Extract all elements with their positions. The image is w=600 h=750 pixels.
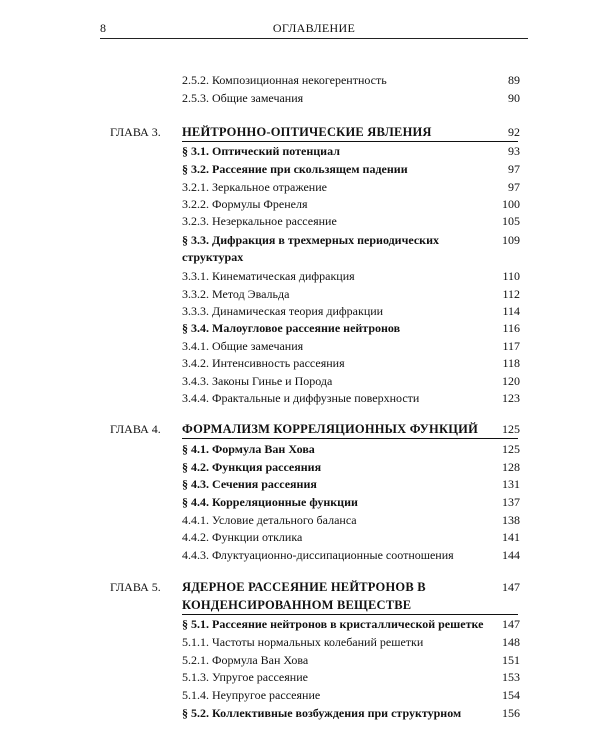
toc-page-3-2-2: 100	[502, 197, 520, 211]
chapter-3-label: ГЛАВА 3.	[110, 125, 161, 139]
toc-page-3-3-2: 112	[502, 287, 520, 301]
toc-entry-3-3-cont: структурах	[182, 250, 244, 264]
chapter-5-page: 147	[502, 580, 520, 594]
toc-page-2-5-2: 89	[508, 73, 520, 87]
toc-entry-4-4: § 4.4. Корреляционные функции	[182, 495, 358, 509]
toc-page-3-4-4: 123	[502, 391, 520, 405]
toc-page-4-4-3: 144	[502, 548, 520, 562]
toc-page-5-1-4: 154	[502, 688, 520, 702]
toc-page-3-2: 97	[508, 162, 520, 176]
chapter-3-page: 92	[508, 125, 520, 139]
toc-page-5-2: 156	[502, 706, 520, 720]
chapter-5-rule	[182, 614, 518, 615]
chapter-5-label: ГЛАВА 5.	[110, 580, 161, 594]
toc-entry-4-4-1: 4.4.1. Условие детального баланса	[182, 513, 357, 527]
toc-page-3-4: 116	[502, 321, 520, 335]
toc-page-3-4-1: 117	[502, 339, 520, 353]
toc-entry-3-4-1: 3.4.1. Общие замечания	[182, 339, 304, 353]
toc-page-4-4-2: 141	[502, 530, 520, 544]
toc-entry-5-1-4: 5.1.4. Неупругое рассеяние	[182, 688, 321, 702]
toc-entry-4-1: § 4.1. Формула Ван Хова	[182, 442, 315, 456]
toc-page-5-1-3: 153	[502, 670, 520, 684]
chapter-4-page: 125	[502, 422, 520, 436]
chapter-5-title-cont: КОНДЕНСИРОВАННОМ ВЕЩЕСТВЕ	[182, 598, 412, 612]
toc-entry-3-2-2: 3.2.2. Формулы Френеля	[182, 197, 308, 211]
page-number: 8	[100, 21, 106, 35]
chapter-4-label: ГЛАВА 4.	[110, 422, 161, 436]
toc-entry-3-1: § 3.1. Оптический потенциал	[182, 144, 340, 158]
chapter-4-title: ФОРМАЛИЗМ КОРРЕЛЯЦИОННЫХ ФУНКЦИЙ	[182, 422, 479, 436]
toc-page-3-3-3: 114	[502, 304, 520, 318]
running-title: ОГЛАВЛЕНИЕ	[272, 21, 356, 35]
toc-page-3-1: 93	[508, 144, 520, 158]
chapter-5-title: ЯДЕРНОЕ РАССЕЯНИЕ НЕЙТРОНОВ В	[182, 580, 426, 594]
toc-entry-4-3: § 4.3. Сечения рассеяния	[182, 477, 317, 491]
chapter-3-rule	[182, 141, 518, 142]
toc-entry-2-5-3: 2.5.3. Общие замечания	[182, 91, 304, 105]
toc-page-5-1: 147	[502, 617, 520, 631]
toc-page-3-2-3: 105	[502, 214, 520, 228]
toc-page-3-4-2: 118	[502, 356, 520, 370]
toc-entry-5-2-1: 5.2.1. Формула Ван Хова	[182, 653, 309, 667]
chapter-3-title: НЕЙТРОННО-ОПТИЧЕСКИЕ ЯВЛЕНИЯ	[182, 125, 432, 139]
toc-entry-3-3-3: 3.3.3. Динамическая теория дифракции	[182, 304, 384, 318]
toc-page-3-4-3: 120	[502, 374, 520, 388]
toc-entry-4-2: § 4.2. Функция рассеяния	[182, 460, 322, 474]
toc-entry-3-4-2: 3.4.2. Интенсивность рассеяния	[182, 356, 345, 370]
toc-entry-3-2: § 3.2. Рассеяние при скользящем падении	[182, 162, 408, 176]
toc-page-4-1: 125	[502, 442, 520, 456]
toc-entry-3-4: § 3.4. Малоугловое рассеяние нейтронов	[182, 321, 401, 335]
toc-page-4-3: 131	[502, 477, 520, 491]
toc-entry-3-3: § 3.3. Дифракция в трехмерных периодических	[182, 233, 439, 247]
toc-page-4-4-1: 138	[502, 513, 520, 527]
toc-entry-2-5-2: 2.5.2. Композиционная некогерентность	[182, 73, 387, 87]
toc-page-2-5-3: 90	[508, 91, 520, 105]
toc-entry-3-2-3: 3.2.3. Незеркальное рассеяние	[182, 214, 337, 228]
toc-page-4-2: 128	[502, 460, 520, 474]
toc-entry-5-1: § 5.1. Рассеяние нейтронов в кристаллической решетке	[182, 617, 484, 631]
toc-entry-4-4-2: 4.4.2. Функции отклика	[182, 530, 303, 544]
toc-entry-3-4-4: 3.4.4. Фрактальные и диффузные поверхности	[182, 391, 420, 405]
toc-page-3-3: 109	[502, 233, 520, 247]
toc-page-3-3-1: 110	[502, 269, 520, 283]
chapter-4-rule	[182, 438, 518, 439]
toc-entry-3-3-1: 3.3.1. Кинематическая дифракция	[182, 269, 355, 283]
toc-entry-3-2-1: 3.2.1. Зеркальное отражение	[182, 180, 327, 194]
toc-entry-3-3-2: 3.3.2. Метод Эвальда	[182, 287, 290, 301]
toc-page-5-1-1: 148	[502, 635, 520, 649]
toc-entry-5-2: § 5.2. Коллективные возбуждения при структурном	[182, 706, 462, 720]
toc-page-3-2-1: 97	[508, 180, 520, 194]
toc-page-5-2-1: 151	[502, 653, 520, 667]
toc-entry-5-1-1: 5.1.1. Частоты нормальных колебаний решетки	[182, 635, 424, 649]
toc-page-4-4: 137	[502, 495, 520, 509]
toc-entry-4-4-3: 4.4.3. Флуктуационно-диссипационные соотношения	[182, 548, 454, 562]
toc-entry-5-1-3: 5.1.3. Упругое рассеяние	[182, 670, 308, 684]
toc-entry-3-4-3: 3.4.3. Законы Гинье и Порода	[182, 374, 333, 388]
